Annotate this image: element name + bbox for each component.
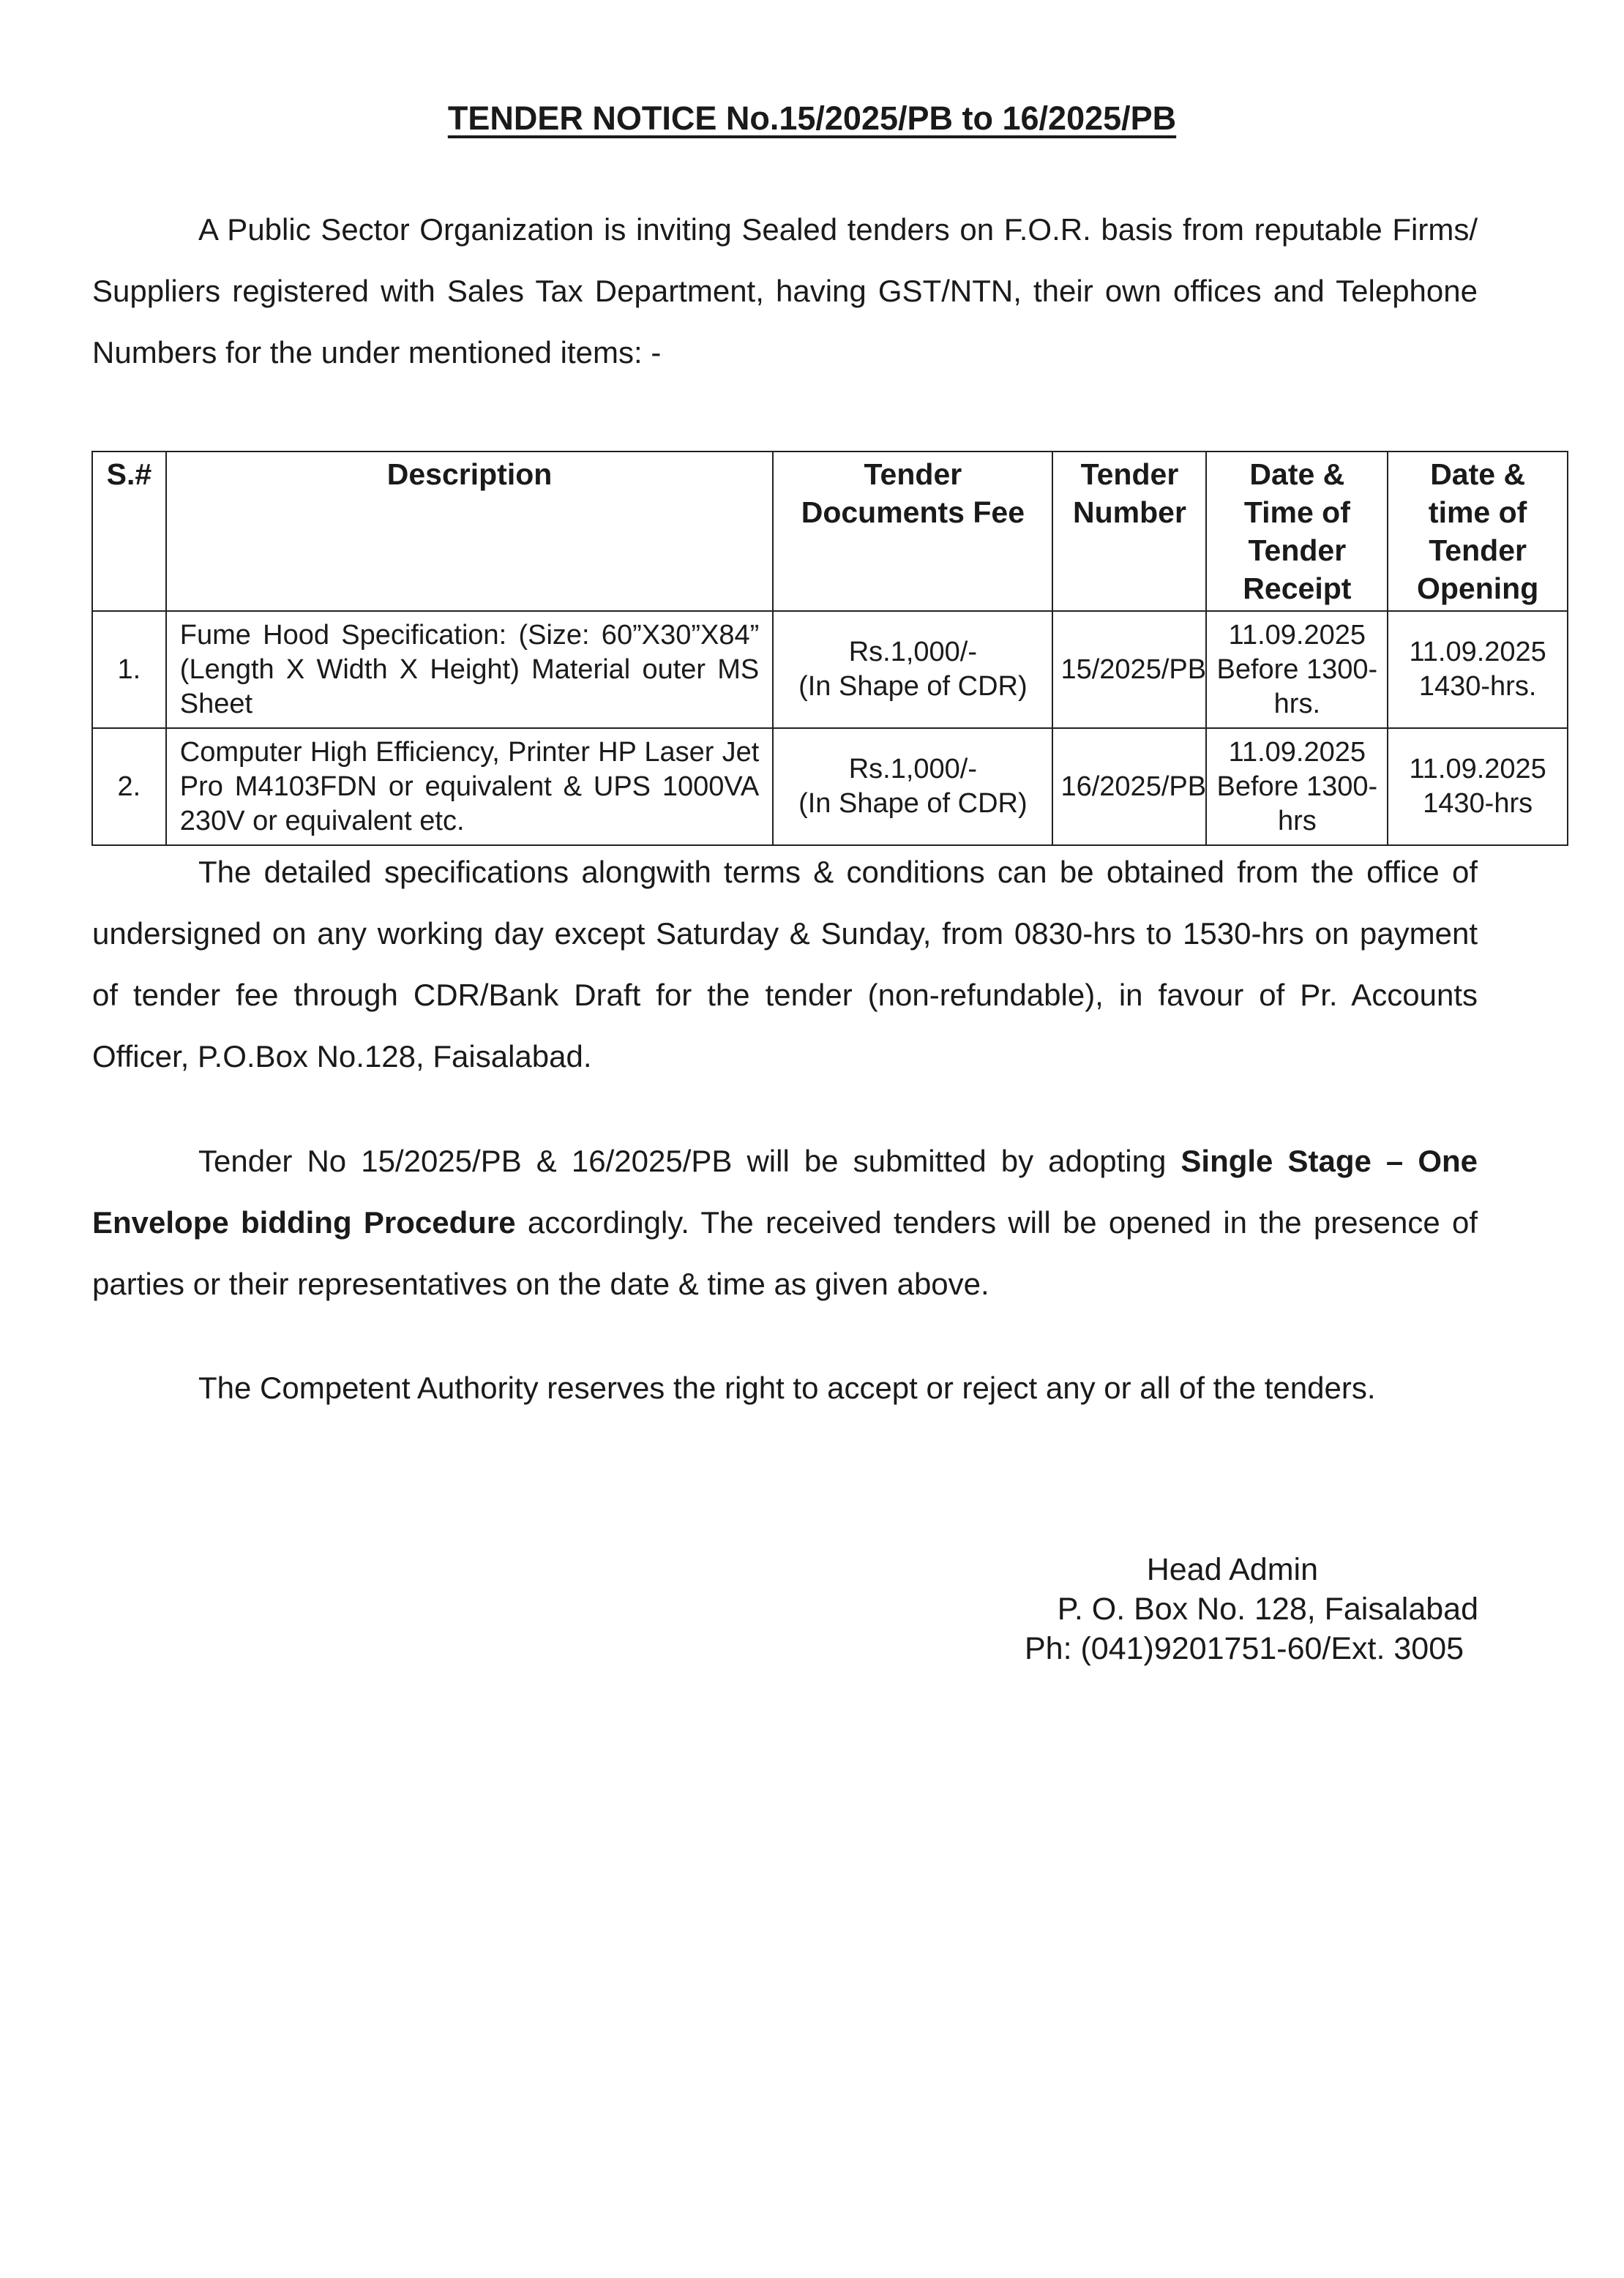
table-row	[92, 611, 1568, 728]
cell-sn: 2.	[92, 728, 166, 845]
procedure-text-after: accordingly. The received tenders will be opened in the presence of parties or their representatives on the date & time as given above.	[92, 1205, 1478, 1301]
header-sn: S.#	[92, 452, 166, 611]
opening-time: 1430-hrs.	[1418, 671, 1537, 702]
cell-opening	[1388, 611, 1568, 728]
cell-description: Computer High Efficiency, Printer HP Laser Jet Pro M4103FDN or equivalent & UPS 1000VA 230V or equivalent etc.	[166, 728, 773, 845]
cell-opening	[1388, 728, 1568, 845]
procedure-text-before: Tender No 15/2025/PB & 16/2025/PB will be submitted by adopting	[198, 1144, 1181, 1178]
cell-fee	[773, 728, 1052, 845]
details-paragraph: The detailed specifications alongwith terms & conditions can be obtained from the office of undersigned on any working day except Saturday & Sunday, from 0830-hrs to 1530-hrs on payment of tender fee through CDR/Bank Draft for the tender (non-refundable), in favour of Pr. Accounts Officer, P.O.Box No.128, Faisalabad.	[92, 855, 1478, 1074]
cell-fee	[773, 611, 1052, 728]
notice-title: TENDER NOTICE No.15/2025/PB to 16/2025/PB	[447, 100, 1177, 137]
cell-description: Fume Hood Specification: (Size: 60”X30”X84” (Length X Width X Height) Material outer MS Sheet	[166, 611, 773, 728]
signature-block	[1025, 1550, 1478, 1668]
cell-tender-number: 16/2025/PB	[1052, 728, 1206, 845]
receipt-time: Before 1300-hrs	[1216, 771, 1378, 836]
opening-time: 1430-hrs	[1423, 788, 1533, 819]
header-description: Description	[166, 452, 773, 611]
signature-title: Head Admin	[1146, 1552, 1318, 1587]
receipt-date: 11.09.2025	[1228, 736, 1366, 768]
fee-amount: Rs.1,000/-	[848, 754, 978, 784]
cell-sn: 1.	[92, 611, 166, 728]
table-row	[92, 728, 1568, 845]
fee-amount: Rs.1,000/-	[848, 637, 978, 667]
tender-table	[91, 451, 1568, 846]
signature-phone: Ph: (041)9201751-60/Ext. 3005	[1025, 1631, 1464, 1666]
receipt-time: Before 1300-hrs.	[1216, 653, 1378, 719]
header-tender-number: Tender Number	[1052, 452, 1206, 611]
header-receipt: Date & Time of Tender Receipt	[1206, 452, 1388, 611]
procedure-bold-text: Single Stage – One Envelope bidding Procedure	[92, 1144, 1478, 1240]
receipt-date: 11.09.2025	[1228, 619, 1366, 651]
fee-note: (In Shape of CDR)	[798, 788, 1028, 819]
table-header-row	[92, 452, 1568, 611]
opening-date: 11.09.2025	[1409, 754, 1546, 784]
fee-note: (In Shape of CDR)	[798, 671, 1028, 702]
opening-date: 11.09.2025	[1409, 637, 1546, 667]
signature-address: P. O. Box No. 128, Faisalabad	[1057, 1592, 1478, 1627]
cell-tender-number: 15/2025/PB	[1052, 611, 1206, 728]
authority-paragraph: The Competent Authority reserves the right to accept or reject any or all of the tenders.	[198, 1371, 1376, 1405]
header-fee: Tender Documents Fee	[773, 452, 1052, 611]
procedure-paragraph	[92, 1131, 1478, 1315]
header-opening: Date & time of Tender Opening	[1388, 452, 1568, 611]
cell-receipt	[1206, 728, 1388, 845]
cell-receipt	[1206, 611, 1388, 728]
intro-paragraph: A Public Sector Organization is inviting Sealed tenders on F.O.R. basis from reputable Firms/ Suppliers registered with Sales Tax Department, having GST/NTN, their own offices and Telephone Numbers for the under mentioned items: -	[92, 212, 1478, 370]
